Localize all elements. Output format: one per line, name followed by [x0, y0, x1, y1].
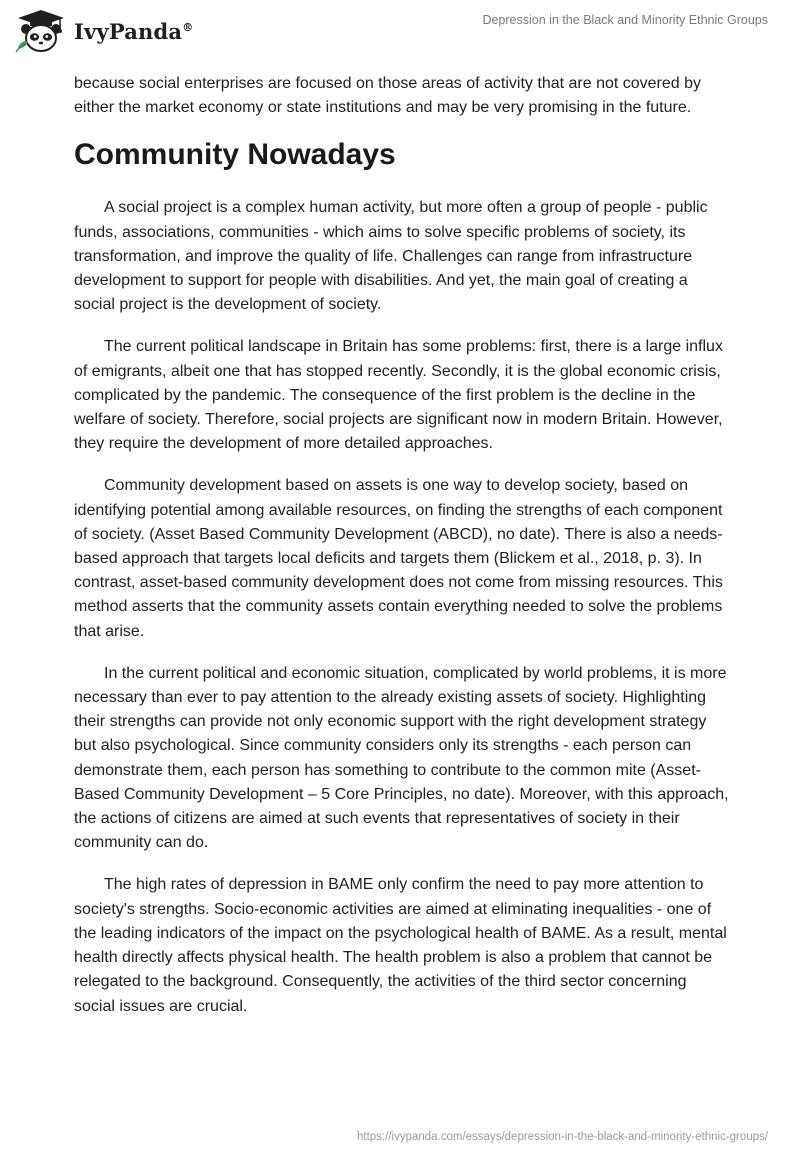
body-paragraph: The current political landscape in Britain has some problems: first, there is a large influx of emigrants, albeit one that has stopped recently. Secondly, it is the global economic crisis, complicated by the pandemic. The consequence of the first problem is the decline in the welfare of society. Therefore, social projects are significant now in modern Britain. However, they require the development of more detailed approaches.: [74, 338, 723, 453]
body-paragraph: The high rates of depression in BAME only confirm the need to pay more attention to society's strengths. Socio-economic activities are aimed at eliminating inequalities - one of the leading indicators of the impact on the psychological health of BAME. As a result, mental health directly affects physical health. The health problem is also a problem that cannot be relegated to the background. Consequently, the activities of the third sector concerning social issues are crucial.: [74, 876, 727, 1015]
body-paragraph: Community development based on assets is one way to develop society, based on identifying potential among available resources, on finding the strengths of each component of society. (Asset Based Community Development (ABCD), no date). There is also a needs-based approach that targets local deficits and targets them (Blickem et al., 2018, p. 3). In contrast, asset-based community development does not come from missing resources. This method asserts that the community assets contain everything needed to solve the problems that arise.: [74, 477, 723, 640]
intro-paragraph: because social enterprises are focused on those areas of activity that are not covered by either the market economy or state institutions and may be very promising in the future.: [74, 75, 702, 117]
registered-mark: ®: [182, 20, 194, 34]
body-paragraph: In the current political and economic situation, complicated by world problems, it is more necessary than ever to pay attention to the already existing assets of society. Highlighting their strengths can provide not only economic support with the right development strategy but also psychological. Since community considers only its strengths - each person can demonstrate them, each person has something to contribute to the common mite (Asset-Based Community Development – 5 Core Principles, no date). Moreover, with this approach, the actions of citizens are aimed at such events that representatives of society in their community can do.: [74, 664, 729, 852]
ivypanda-logo[interactable]: [14, 8, 193, 54]
page-header: [0, 0, 800, 64]
brand-name: IvyPanda®: [74, 18, 194, 44]
source-url[interactable]: https://ivypanda.com/essays/depression-in-the-black-and-minority-ethnic-groups/: [357, 1131, 768, 1143]
body-paragraph: A social project is a complex human activity, but more often a group of people - public funds, associations, communities - which aims to solve specific problems of society, its transformation, and improve the quality of life. Challenges can range from infrastructure development to support for people with disabilities. And yet, the main goal of creating a social project is the development of society.: [74, 199, 708, 314]
panda-graduate-icon: [14, 8, 68, 54]
section-heading: Community Nowadays: [74, 138, 396, 172]
document-title: Depression in the Black and Minority Ethnic Groups: [482, 13, 768, 27]
essay-content: [74, 72, 730, 1037]
